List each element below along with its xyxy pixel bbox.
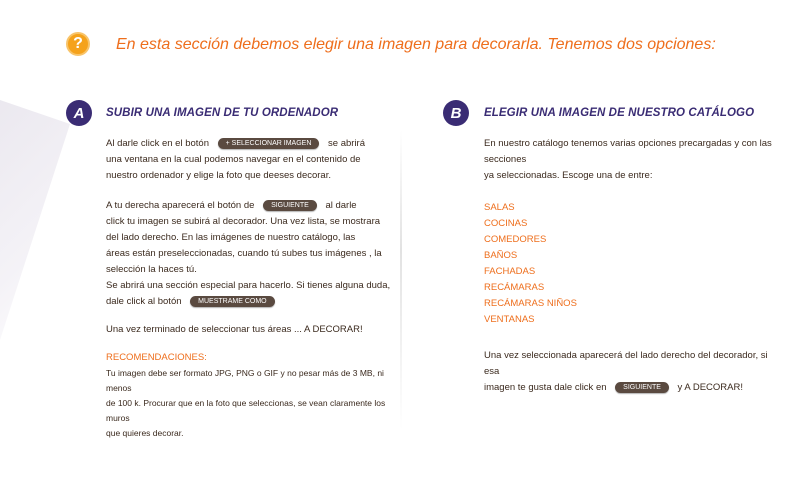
text-line: Se abrirá una sección especial para hacerlo. Si tienes alguna duda, xyxy=(106,280,391,291)
recommendations-line: que quieres decorar. xyxy=(106,428,184,438)
decorative-shape xyxy=(0,100,70,340)
category-item[interactable]: COMEDORES xyxy=(484,234,547,245)
section-a-p1 xyxy=(106,136,391,152)
text-line: áreas están preseleccionadas, cuando tú subes tus imágenes , la xyxy=(106,248,382,259)
recommendations-line: Tu imagen debe ser formato JPG, PNG o GIF y no pesar más de 3 MB, ni menos xyxy=(106,368,384,393)
text-line: En nuestro catálogo tenemos varias opciones precargadas y con las secciones xyxy=(484,138,772,165)
category-item[interactable]: COCINAS xyxy=(484,218,528,229)
text-span: Al darle click en el botón xyxy=(106,138,209,149)
text-span: se abrirá xyxy=(328,138,366,149)
category-list xyxy=(484,200,784,328)
category-item[interactable]: FACHADAS xyxy=(484,266,536,277)
show-me-how-button[interactable]: MUESTRAME COMO xyxy=(190,296,274,307)
section-b-title: ELEGIR UNA IMAGEN DE NUESTRO CATÁLOGO xyxy=(484,107,755,119)
next-button-b[interactable]: SIGUIENTE xyxy=(615,382,669,393)
section-a-p2 xyxy=(106,198,391,214)
section-a-title: SUBIR UNA IMAGEN DE TU ORDENADOR xyxy=(106,107,339,119)
category-item[interactable]: RECÁMARAS NIÑOS xyxy=(484,298,577,309)
text-line: ya seleccionadas. Escoge una de entre: xyxy=(484,170,653,181)
column-divider xyxy=(400,130,402,430)
section-a-p3: Una vez terminado de seleccionar tus áreas ... A DECORAR! xyxy=(106,324,363,335)
text-line: selección la haces tú. xyxy=(106,264,197,275)
category-item[interactable]: SALAS xyxy=(484,202,515,213)
category-item[interactable]: BAÑOS xyxy=(484,250,518,261)
select-image-button[interactable]: + SELECCIONAR IMAGEN xyxy=(218,138,320,149)
category-item[interactable]: RECÁMARAS xyxy=(484,282,545,293)
text-line: nuestro ordenador y elige la foto que deeses decorar. xyxy=(106,170,331,181)
text-line: click tu imagen se subirá al decorador. Una vez lista, se mostrara xyxy=(106,216,381,227)
text-span: al darle xyxy=(325,200,357,211)
section-a-badge: A xyxy=(66,100,92,126)
category-item[interactable]: VENTANAS xyxy=(484,314,535,325)
text-line: una ventana en la cual podemos navegar en el contenido de xyxy=(106,154,361,165)
intro-text: En esta sección debemos elegir una imagen para decorarla. Tenemos dos opciones: xyxy=(116,36,716,53)
section-a-body xyxy=(106,136,391,441)
section-b-badge: B xyxy=(443,100,469,126)
next-button[interactable]: SIGUIENTE xyxy=(263,200,317,211)
text-span: dale click al botón xyxy=(106,296,182,307)
question-icon: ? xyxy=(66,32,90,56)
text-span: y A DECORAR! xyxy=(677,382,744,393)
text-line: del lado derecho. En las imágenes de nuestro catálogo, las xyxy=(106,232,356,243)
recommendations-line: de 100 k. Procurar que en la foto que seleccionas, se vean claramente los muros xyxy=(106,398,386,423)
text-span: A tu derecha aparecerá el botón de xyxy=(106,200,255,211)
recommendations-title: RECOMENDACIONES: xyxy=(106,352,207,363)
text-span: imagen te gusta dale click en xyxy=(484,382,607,393)
section-b-body xyxy=(484,136,784,396)
text-line: Una vez seleccionada aparecerá del lado derecho del decorador, si esa xyxy=(484,350,768,377)
